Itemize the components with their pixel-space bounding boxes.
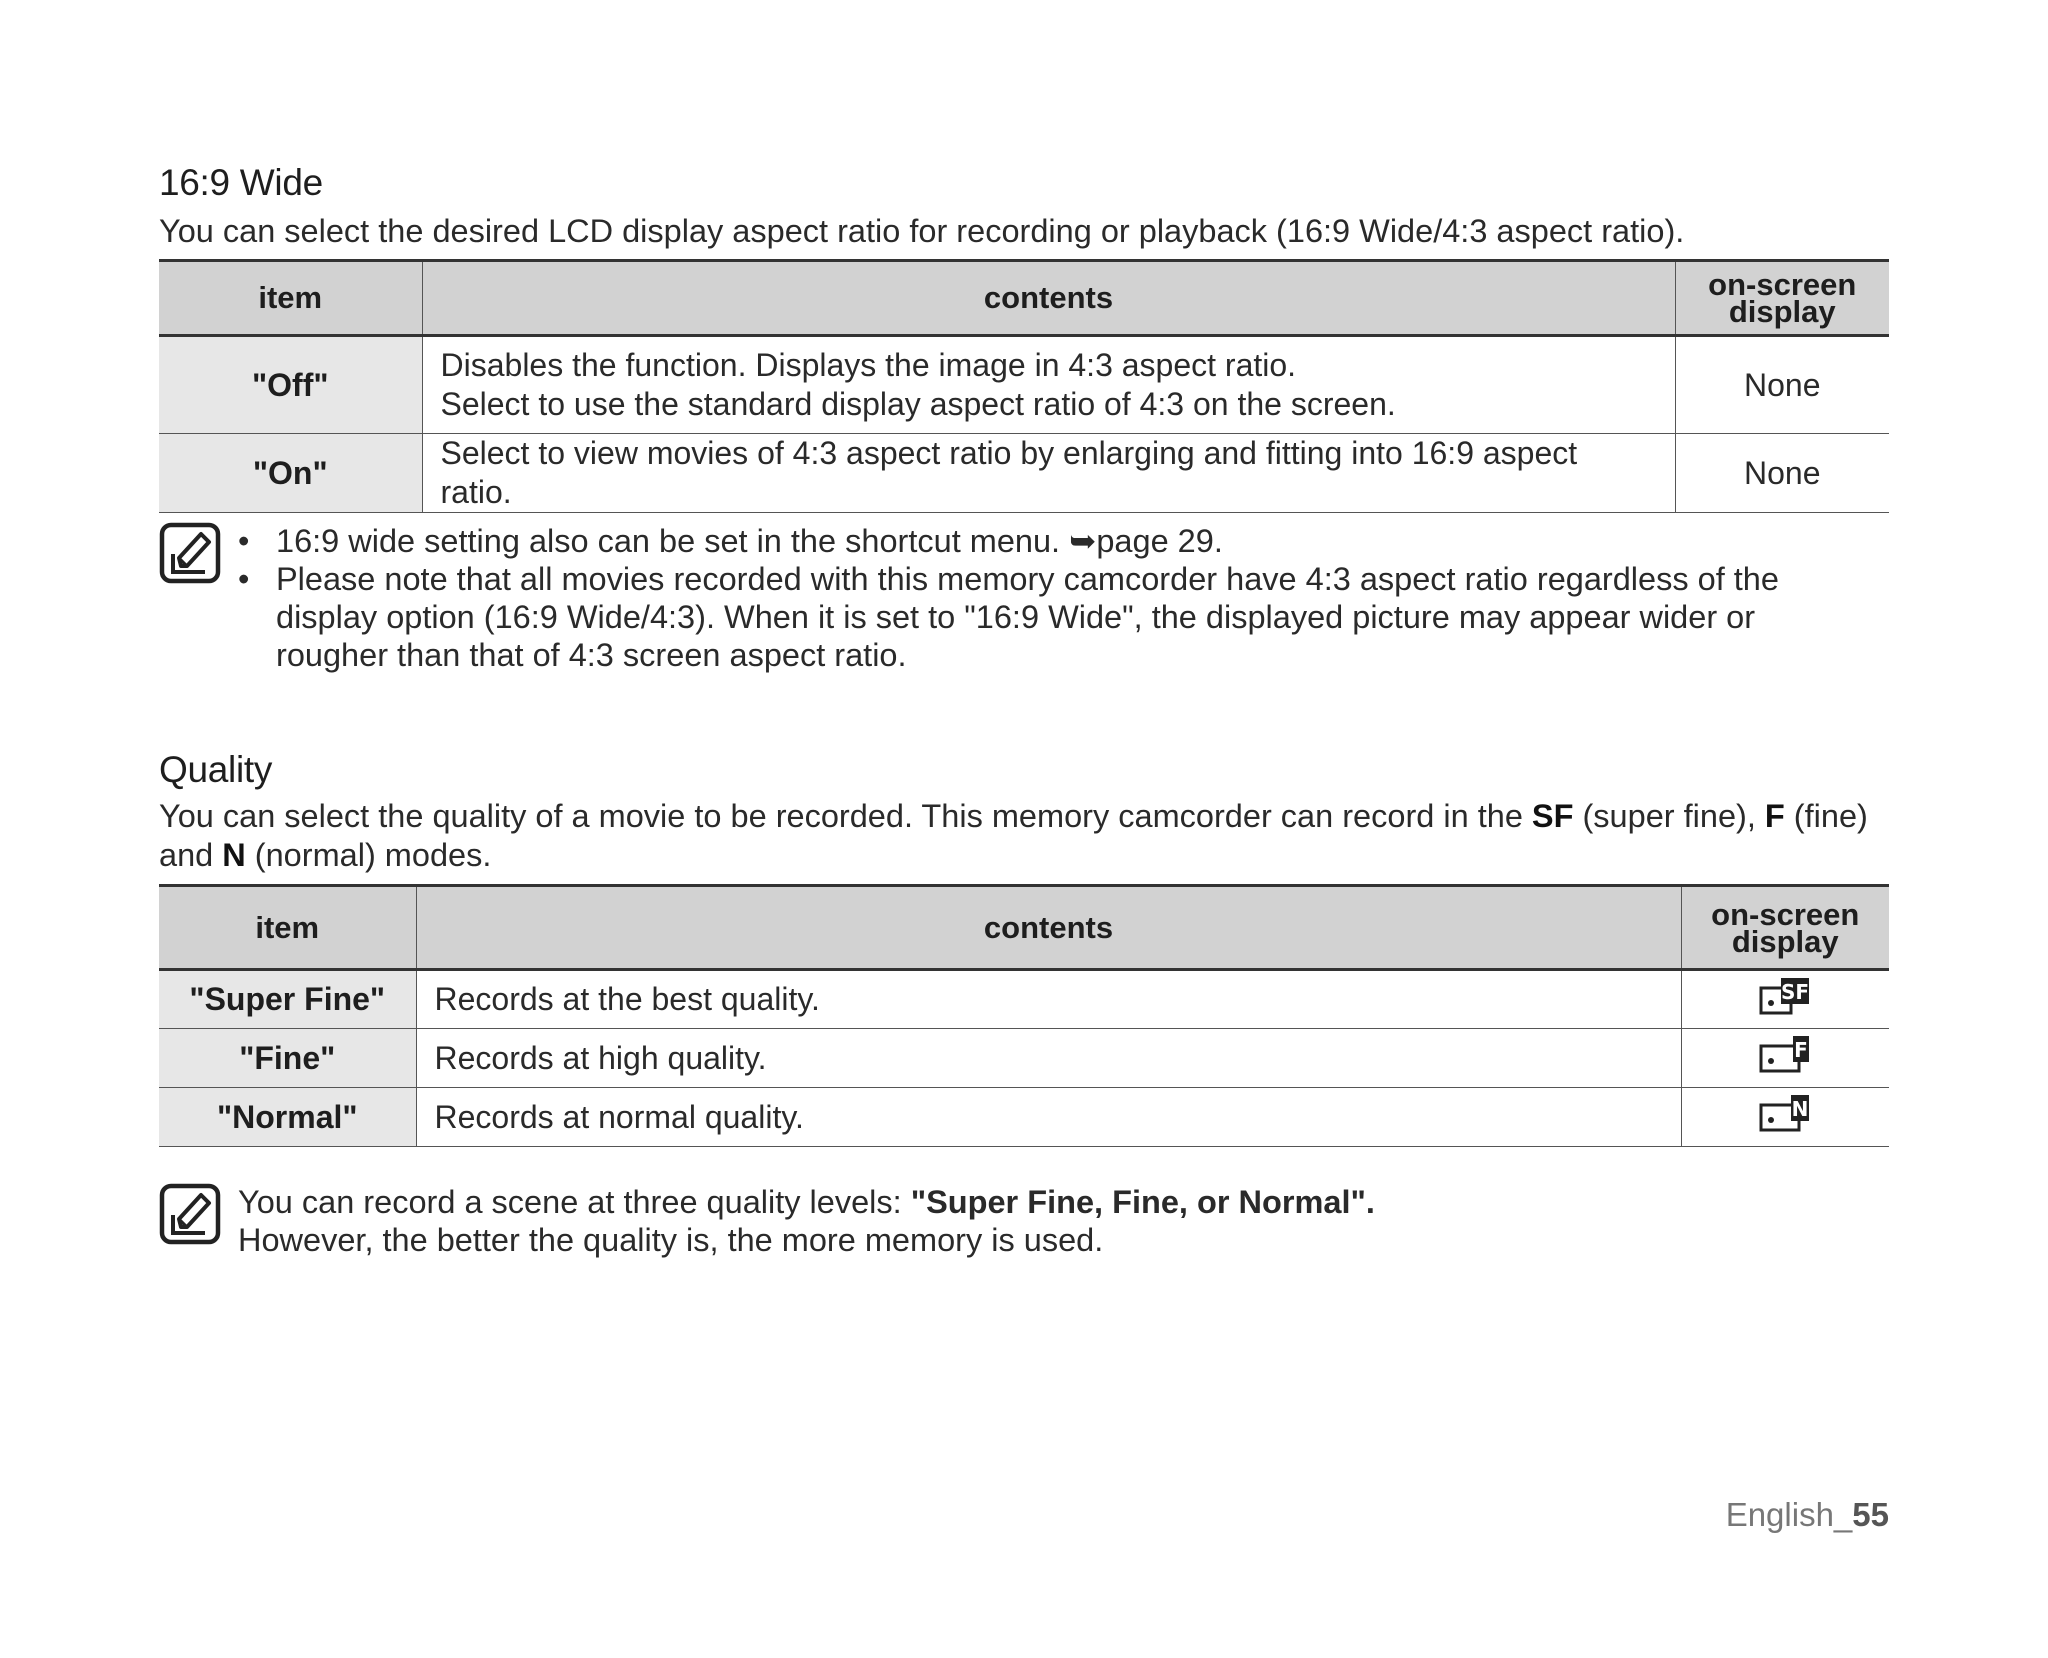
header-item: item [159, 261, 422, 336]
row-osd-on: None [1675, 434, 1889, 513]
wide-table-header [159, 261, 1889, 336]
wide-note [159, 522, 1889, 682]
table-row-off [159, 336, 1889, 434]
quality-intro-text: (normal) modes. [245, 837, 492, 873]
row-osd-off: None [1675, 336, 1889, 434]
note-bullet-shortcut [238, 522, 1888, 560]
row-osd-super-fine [1681, 970, 1889, 1029]
manual-page [159, 0, 1889, 1658]
page-reference-arrow-icon: ➥ [1069, 523, 1097, 559]
super-fine-icon-letter: SF [1781, 979, 1810, 1004]
header-on-screen-display [1681, 886, 1889, 970]
sf-label: SF [1531, 798, 1574, 834]
row-contents-super-fine: Records at the best quality. [416, 970, 1681, 1029]
quality-intro [159, 797, 1889, 875]
n-label: N [222, 837, 246, 873]
normal-icon-letter: N [1791, 1097, 1809, 1121]
header-item: item [159, 886, 416, 970]
footer-language: English_ [1725, 1496, 1853, 1533]
fine-icon-letter: F [1794, 1038, 1809, 1062]
note-line: display option (16:9 Wide/4:3). When it is set to "16:9 Wide", the displayed picture may appear wider or [276, 599, 1756, 635]
page-footer [1726, 1496, 1889, 1534]
quality-table [159, 884, 1889, 1147]
row-contents-off [422, 336, 1675, 434]
header-contents: contents [422, 261, 1675, 336]
contents-line: Select to use the standard display aspect ratio of 4:3 on the screen. [440, 386, 1396, 422]
row-item-off: "Off" [159, 336, 422, 434]
table-row-normal [159, 1088, 1889, 1147]
quality-intro-text: (super fine), [1573, 798, 1765, 834]
header-osd-line2: display [1731, 923, 1839, 959]
note-line: Please note that all movies recorded with this memory camcorder have 4:3 aspect ratio regardless of the [276, 561, 1779, 597]
row-item-fine: "Fine" [159, 1029, 416, 1088]
note-bold-levels: "Super Fine, Fine, or Normal". [910, 1184, 1375, 1220]
row-osd-normal [1681, 1088, 1889, 1147]
note-shortcut-text: 16:9 wide setting also can be set in the shortcut menu. [276, 523, 1070, 559]
row-item-normal: "Normal" [159, 1088, 416, 1147]
wide-section-title: 16:9 Wide [159, 162, 323, 203]
quality-fine-icon [1759, 1034, 1811, 1074]
bullet-dot: • [238, 523, 250, 559]
header-osd-line2: display [1728, 294, 1836, 329]
row-contents-fine: Records at high quality. [416, 1029, 1681, 1088]
wide-table [159, 259, 1889, 513]
wide-intro: You can select the desired LCD display aspect ratio for recording or playback (16:9 Wide/4:3 aspect ratio). [159, 213, 1685, 249]
quality-note-text [238, 1183, 1888, 1259]
row-contents-normal: Records at normal quality. [416, 1088, 1681, 1147]
quality-normal-icon [1759, 1093, 1811, 1133]
note-line: rougher than that of 4:3 screen aspect ratio. [276, 637, 907, 673]
note-text: You can record a scene at three quality levels: [238, 1184, 911, 1220]
memo-pencil-icon [159, 1183, 221, 1245]
quality-note-line1 [238, 1183, 1888, 1221]
contents-line: Disables the function. Displays the image in 4:3 aspect ratio. [440, 347, 1297, 383]
quality-note-line2: However, the better the quality is, the more memory is used. [238, 1222, 1104, 1258]
page-reference-link[interactable]: page 29. [1096, 523, 1223, 559]
quality-table-header [159, 886, 1889, 970]
bullet-dot: • [238, 561, 250, 597]
header-osd-line1: on-screen [1711, 896, 1860, 932]
row-contents-on [422, 434, 1675, 513]
header-osd-line1: on-screen [1708, 267, 1857, 302]
row-item-on: "On" [159, 434, 422, 513]
quality-section-title: Quality [159, 749, 273, 790]
note-bullet-aspect [238, 560, 1888, 674]
wide-note-list [238, 522, 1888, 674]
f-label: F [1764, 798, 1785, 834]
memo-pencil-icon [159, 522, 221, 584]
header-on-screen-display [1675, 261, 1889, 336]
quality-super-fine-icon [1759, 976, 1811, 1016]
table-row-on [159, 434, 1889, 513]
page-number: 55 [1852, 1496, 1889, 1533]
header-contents: contents [416, 886, 1681, 970]
table-row-fine [159, 1029, 1889, 1088]
row-osd-fine [1681, 1029, 1889, 1088]
table-row-super-fine [159, 970, 1889, 1029]
contents-line: Select to view movies of 4:3 aspect ratio by enlarging and fitting into 16:9 aspect ratio. [440, 435, 1578, 510]
quality-intro-text: (fine) [1784, 798, 1868, 834]
row-item-super-fine: "Super Fine" [159, 970, 416, 1029]
quality-note [159, 1183, 1889, 1273]
quality-intro-text: You can select the quality of a movie to be recorded. This memory camcorder can record in the [159, 798, 1532, 834]
quality-intro-text: and [159, 837, 223, 873]
